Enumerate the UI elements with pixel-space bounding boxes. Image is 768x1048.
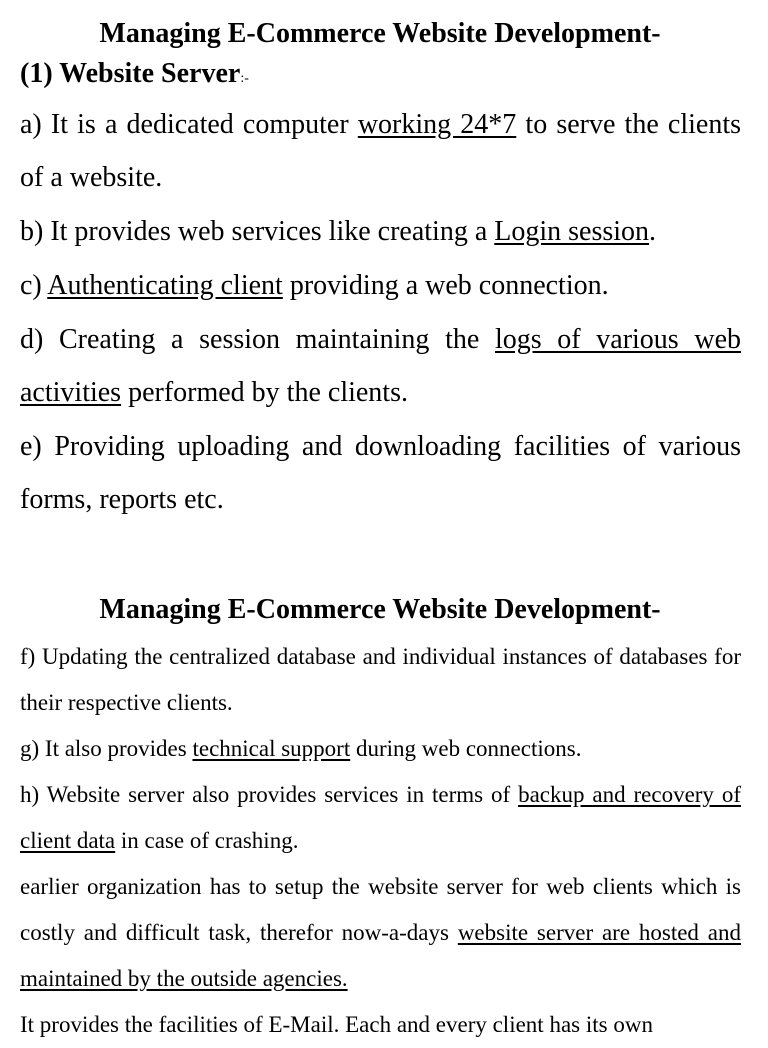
item-b-prefix: b) It provides web services like creating a — [20, 216, 495, 247]
item-e: e) Providing uploading and downloading facilities of various forms, reports etc. — [20, 431, 741, 515]
item-c-prefix: c) — [20, 270, 48, 301]
item-c — [20, 259, 741, 312]
item-b — [20, 205, 741, 258]
item-i-highlight: website server are hosted and maintained by the outside agencies. — [20, 920, 741, 991]
item-i — [20, 864, 741, 1002]
item-a — [20, 98, 741, 204]
item-h-suffix: in case of crashing. — [115, 828, 299, 853]
slide-1-title: Managing E-Commerce Website Development- — [99, 18, 661, 49]
item-g-highlight: technical support — [192, 736, 351, 761]
item-d-suffix: performed by the clients. — [121, 377, 408, 408]
slide-2 — [0, 580, 768, 1037]
item-d — [20, 313, 741, 419]
item-h-prefix: h) Website server also provides services in terms of — [20, 782, 519, 807]
item-d-highlight: logs of various web activities — [20, 324, 741, 408]
item-a-highlight: working 24*7 — [357, 109, 517, 140]
section-heading-text: (1) Website Server — [20, 58, 241, 89]
item-a-prefix: a) It is a dedicated computer — [20, 109, 358, 140]
item-d-prefix: d) Creating a session maintaining the — [20, 324, 495, 355]
item-i-prefix: earlier organization has to setup the website server for web clients which is costly and difficult task, therefor now-a-days — [20, 874, 741, 945]
item-b-highlight: Login session — [494, 216, 650, 247]
item-a-suffix: to serve the clients of a website. — [20, 109, 741, 193]
item-g-prefix: g) It also provides — [20, 736, 193, 761]
item-g — [20, 726, 741, 772]
item-j-partial: It provides the facilities of E-Mail. Each and every client has its own — [20, 1012, 653, 1037]
item-h-highlight: backup and recovery of client data — [20, 782, 741, 853]
item-b-suffix: . — [649, 216, 657, 247]
item-h — [20, 772, 741, 864]
item-f: f) Updating the centralized database and individual instances of databases for their respective clients. — [20, 644, 741, 715]
section-heading-suffix: :- — [240, 71, 249, 86]
item-g-suffix: during web connections. — [350, 736, 582, 761]
section-heading — [20, 58, 249, 90]
slide-2-title: Managing E-Commerce Website Development- — [99, 594, 661, 625]
item-c-highlight: Authenticating client — [47, 270, 283, 301]
item-c-suffix: providing a web connection. — [282, 270, 609, 301]
